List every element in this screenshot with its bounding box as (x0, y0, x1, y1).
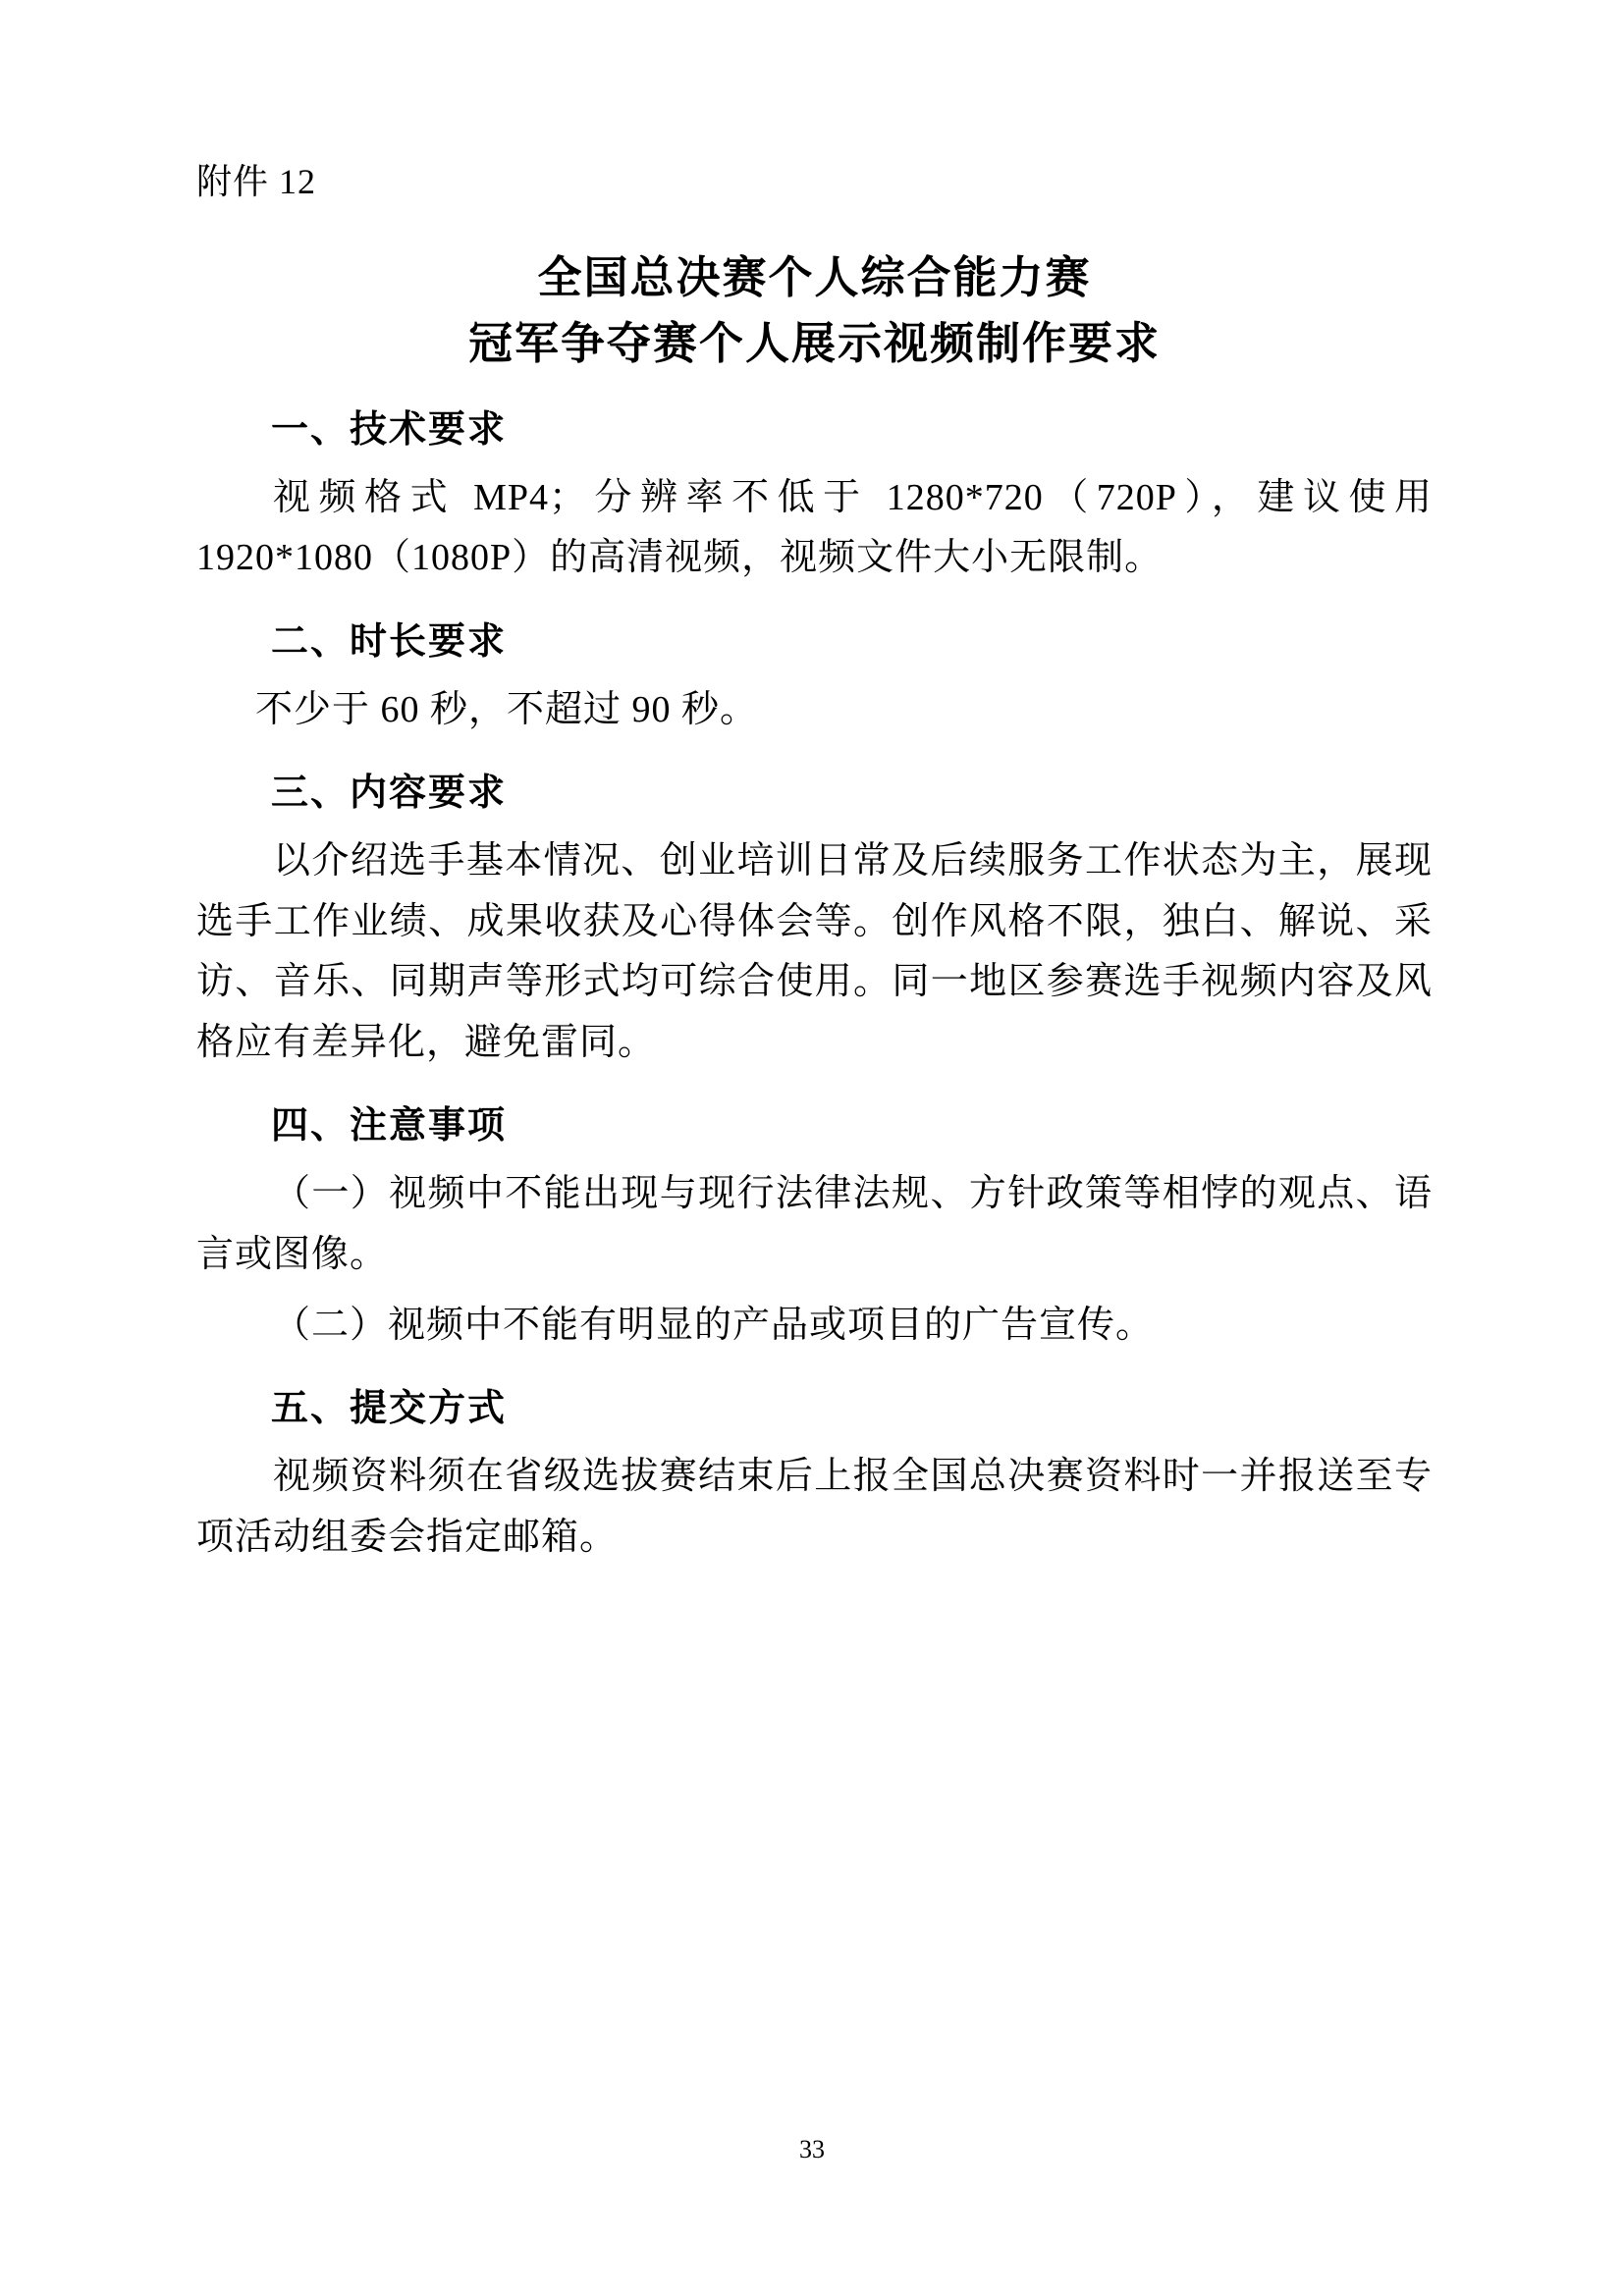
section-heading-submission: 五、提交方式 (271, 1388, 508, 1430)
section-paragraph-notes-1: （一）视频中不能出现与现行法律法规、方针政策等相悖的观点、语言或图像。 (196, 1173, 1433, 1275)
page-title-line-1: 全国总决赛个人综合能力赛 (537, 253, 1092, 303)
page-title-line-2: 冠军争夺赛个人展示视频制作要求 (467, 318, 1161, 368)
section-heading-notes: 四、注意事项 (271, 1105, 508, 1148)
section-paragraph-notes-2: （二）视频中不能有明显的产品或项目的广告宣传。 (273, 1304, 1155, 1346)
section-heading-duration: 二、时长要求 (271, 620, 508, 663)
section-paragraph-duration: 不少于 60 秒，不超过 90 秒。 (255, 688, 759, 730)
section-paragraph-submission: 视频资料须在省级选拔赛结束后上报全国总决赛资料时一并报送至专项活动组委会指定邮箱。 (196, 1456, 1433, 1558)
section-paragraph-content: 以介绍选手基本情况、创业培训日常及后续服务工作状态为主，展现选手工作业绩、成果收获及心得体会等。创作风格不限，独白、解说、采访、音乐、同期声等形式均可综合使用。同一地区参赛选手视频内容及风格应有差异化，避免雷同。 (196, 840, 1433, 1063)
section-heading-technical: 一、技术要求 (271, 408, 508, 451)
section-heading-content: 三、内容要求 (271, 773, 508, 815)
attachment-label: 附件 12 (196, 162, 317, 201)
section-paragraph-technical: 视频格式 MP4；分辨率不低于 1280*720（720P），建议使用 1920*1080（1080P）的高清视频，视频文件大小无限制。 (196, 476, 1433, 579)
page-number: 33 (799, 2135, 825, 2163)
page-title (196, 245, 1433, 376)
